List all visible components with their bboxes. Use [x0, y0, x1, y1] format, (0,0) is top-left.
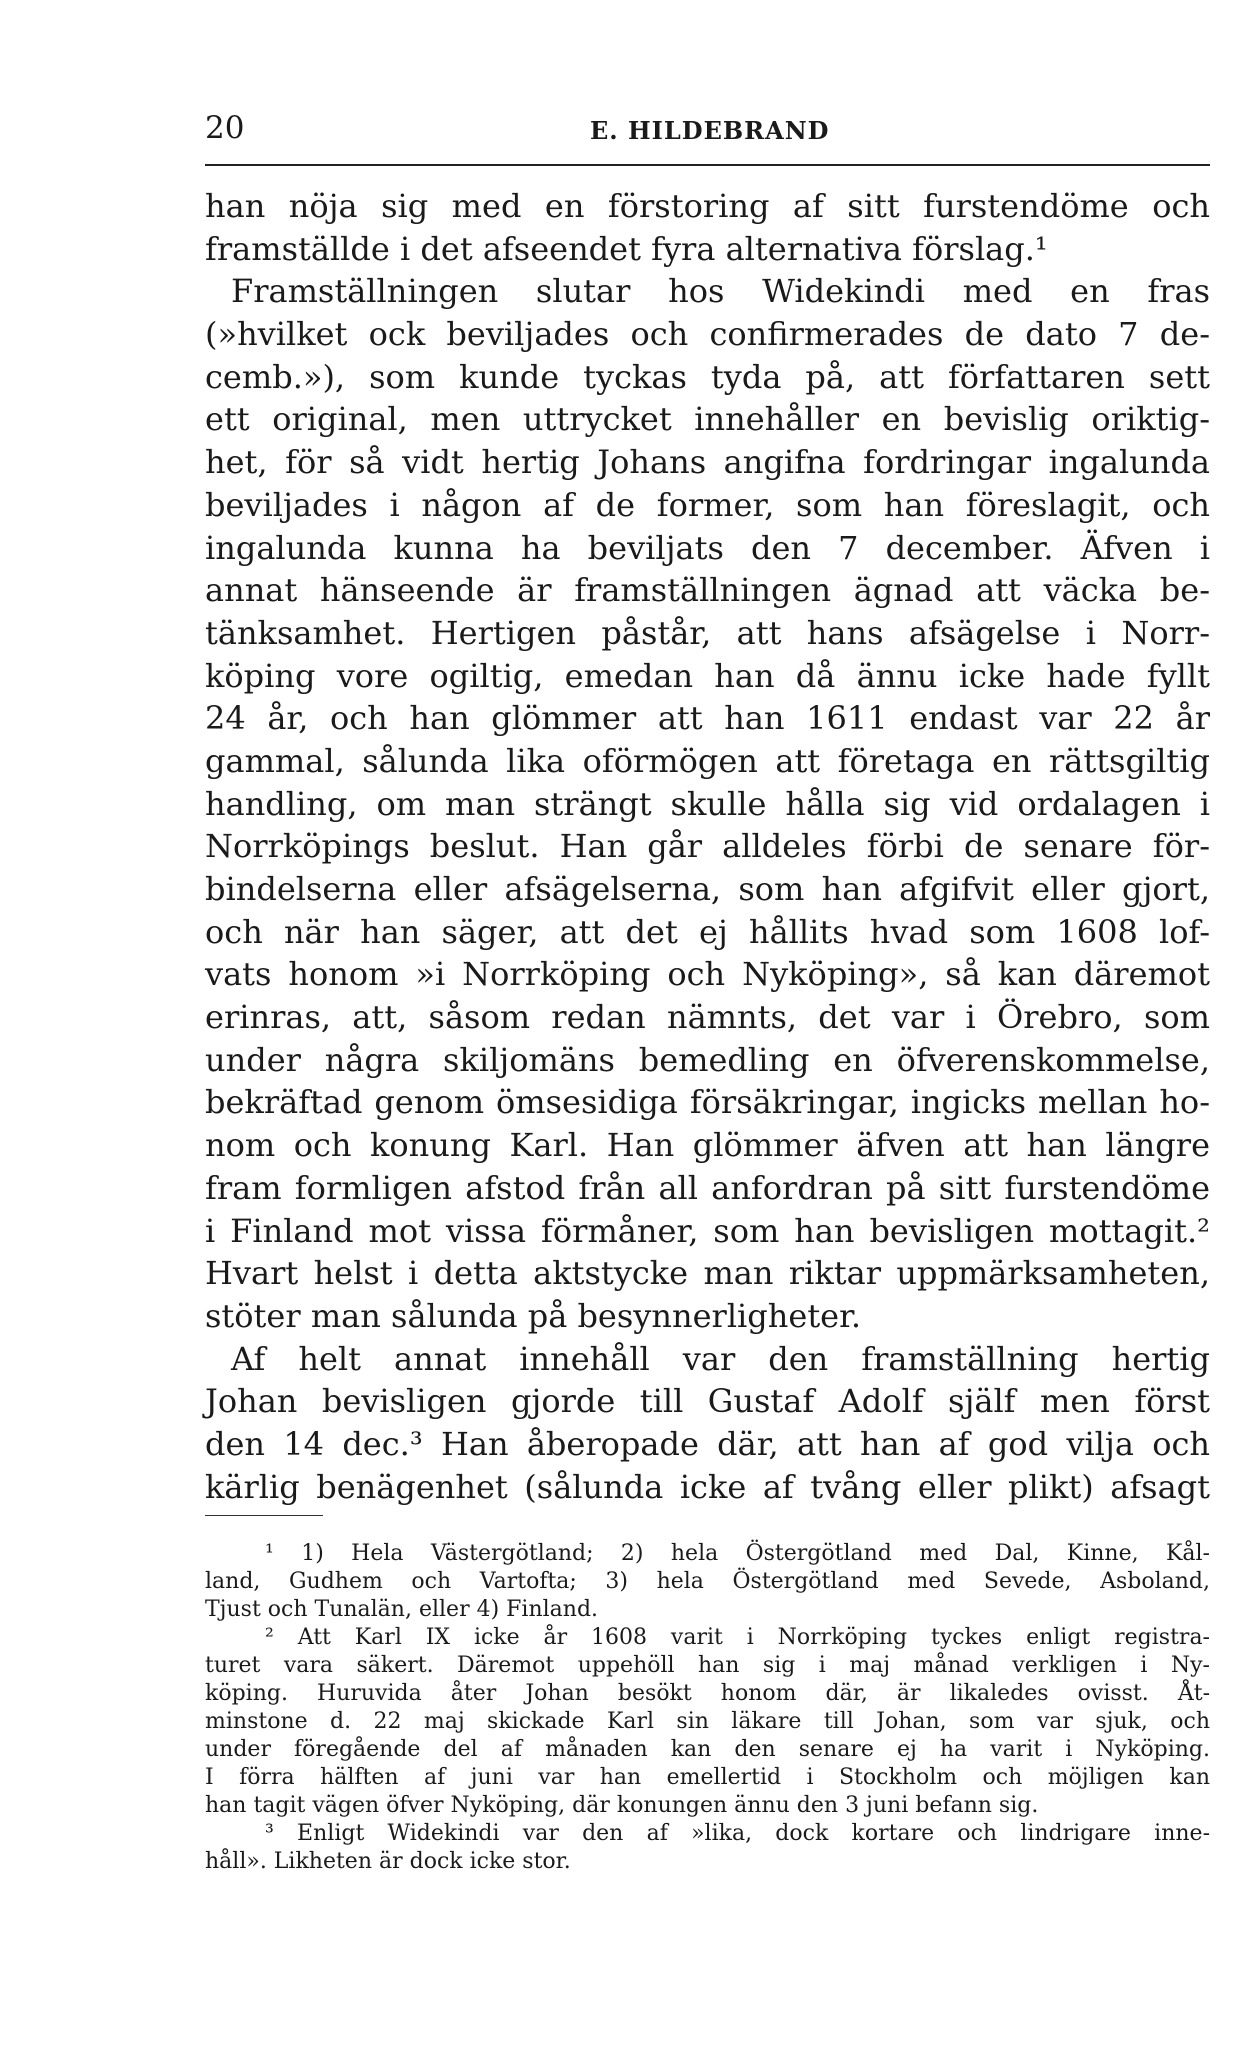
footnote-line: ² Att Karl IX icke år 1608 varit i Norrköping tyckes enligt registra-	[265, 1625, 1210, 1650]
body-line: under några skiljomäns bemedling en öfverenskommelse,	[205, 1040, 1210, 1079]
body-line: vats honom »i Norrköping och Nyköping», så kan däremot	[205, 955, 1210, 994]
footnote-line: håll». Likheten är dock icke stor.	[205, 1849, 571, 1874]
body-line: gammal, sålunda lika oförmögen att företaga en rättsgiltig	[205, 741, 1210, 780]
body-line: stöter man sålunda på besynnerligheter.	[205, 1296, 862, 1335]
body-line: framställde i det afseendet fyra alternativa förslag.¹	[205, 229, 1048, 268]
body-line: 24 år, och han glömmer att han 1611 endast var 22 år	[205, 699, 1210, 738]
footnote-line: Tjust och Tunalän, eller 4) Finland.	[205, 1597, 599, 1622]
body-line: cemb.»), som kunde tyckas tyda på, att författaren sett	[205, 357, 1210, 396]
body-line: Af helt annat innehåll var den framställning hertig	[231, 1339, 1210, 1378]
body-line: annat hänseende är framställningen ägnad att väcka be-	[205, 571, 1210, 610]
footnote-line: ³ Enligt Widekindi var den af »lika, dock kortare och lindrigare inne-	[265, 1821, 1210, 1846]
footnotes	[205, 1540, 1210, 1876]
body-line: het, för så vidt hertig Johans angifna fordringar ingalunda	[205, 443, 1210, 482]
body-line: beviljades i någon af de former, som han föreslagit, och	[205, 485, 1210, 524]
body-line: erinras, att, såsom redan nämnts, det var i Örebro, som	[205, 998, 1210, 1037]
footnote-line: minstone d. 22 maj skickade Karl sin läkare till Johan, som var sjuk, och	[205, 1709, 1210, 1734]
footnote-line: turet vara säkert. Däremot uppehöll han sig i maj månad verkligen i Ny-	[205, 1653, 1210, 1678]
body-line: Hvart helst i detta aktstycke man riktar uppmärksamheten,	[205, 1254, 1210, 1293]
body-line: Framställningen slutar hos Widekindi med en fras	[231, 272, 1210, 311]
body-line: han nöja sig med en förstoring af sitt furstendöme och	[205, 187, 1210, 225]
footnote-line: köping. Huruvida åter Johan besökt honom där, är likaledes ovisst. Åt-	[205, 1681, 1210, 1706]
footnote-line: under föregående del af månaden kan den senare ej ha varit i Nyköping.	[205, 1737, 1210, 1762]
body-line: Johan bevisligen gjorde till Gustaf Adolf själf men först	[205, 1382, 1210, 1421]
footnote-line: I förra hälften af juni var han emellertid i Stockholm och möjligen kan	[205, 1765, 1210, 1790]
body-text	[205, 185, 1210, 1508]
body-line: kärlig benägenhet (sålunda icke af tvång eller plikt) afsagt	[205, 1467, 1210, 1506]
body-line: köping vore ogiltig, emedan han då ännu icke hade fyllt	[205, 656, 1210, 695]
body-line: bekräftad genom ömsesidiga försäkringar, ingicks mellan ho-	[205, 1083, 1210, 1122]
body-line: ett original, men uttrycket innehåller en bevislig oriktig-	[205, 400, 1210, 439]
page-header	[205, 110, 1210, 150]
running-head: E. HILDEBRAND	[590, 116, 830, 145]
footnote-line: land, Gudhem och Vartofta; 3) hela Östergötland med Sevede, Asboland,	[205, 1569, 1210, 1594]
body-line: ingalunda kunna ha beviljats den 7 december. Äfven i	[205, 528, 1210, 567]
body-line: och när han säger, att det ej hållits hvad som 1608 lof-	[205, 912, 1210, 951]
page-number: 20	[205, 110, 245, 146]
body-line: tänksamhet. Hertigen påstår, att hans afsägelse i Norr-	[205, 613, 1210, 652]
body-line: i Finland mot vissa förmåner, som han bevisligen mottagit.²	[205, 1211, 1210, 1250]
body-line: (»hvilket ock beviljades och confirmerades de dato 7 de-	[205, 315, 1210, 354]
body-line: bindelserna eller afsägelserna, som han afgifvit eller gjort,	[205, 870, 1210, 908]
footnote-line: ¹ 1) Hela Västergötland; 2) hela Östergötland med Dal, Kinne, Kål-	[265, 1541, 1210, 1566]
body-line: fram formligen afstod från all anfordran på sitt furstendöme	[205, 1168, 1210, 1207]
body-line: handling, om man strängt skulle hålla sig vid ordalagen i	[205, 784, 1210, 823]
footnote-line: han tagit vägen öfver Nyköping, där konungen ännu den 3 juni befann sig.	[205, 1793, 1039, 1818]
header-rule	[205, 164, 1210, 166]
body-line: Norrköpings beslut. Han går alldeles förbi de senare för-	[205, 827, 1210, 866]
footnote-rule	[205, 1515, 323, 1516]
body-line: den 14 dec.³ Han åberopade där, att han af god vilja och	[205, 1424, 1210, 1463]
body-line: nom och konung Karl. Han glömmer äfven att han längre	[205, 1126, 1210, 1165]
